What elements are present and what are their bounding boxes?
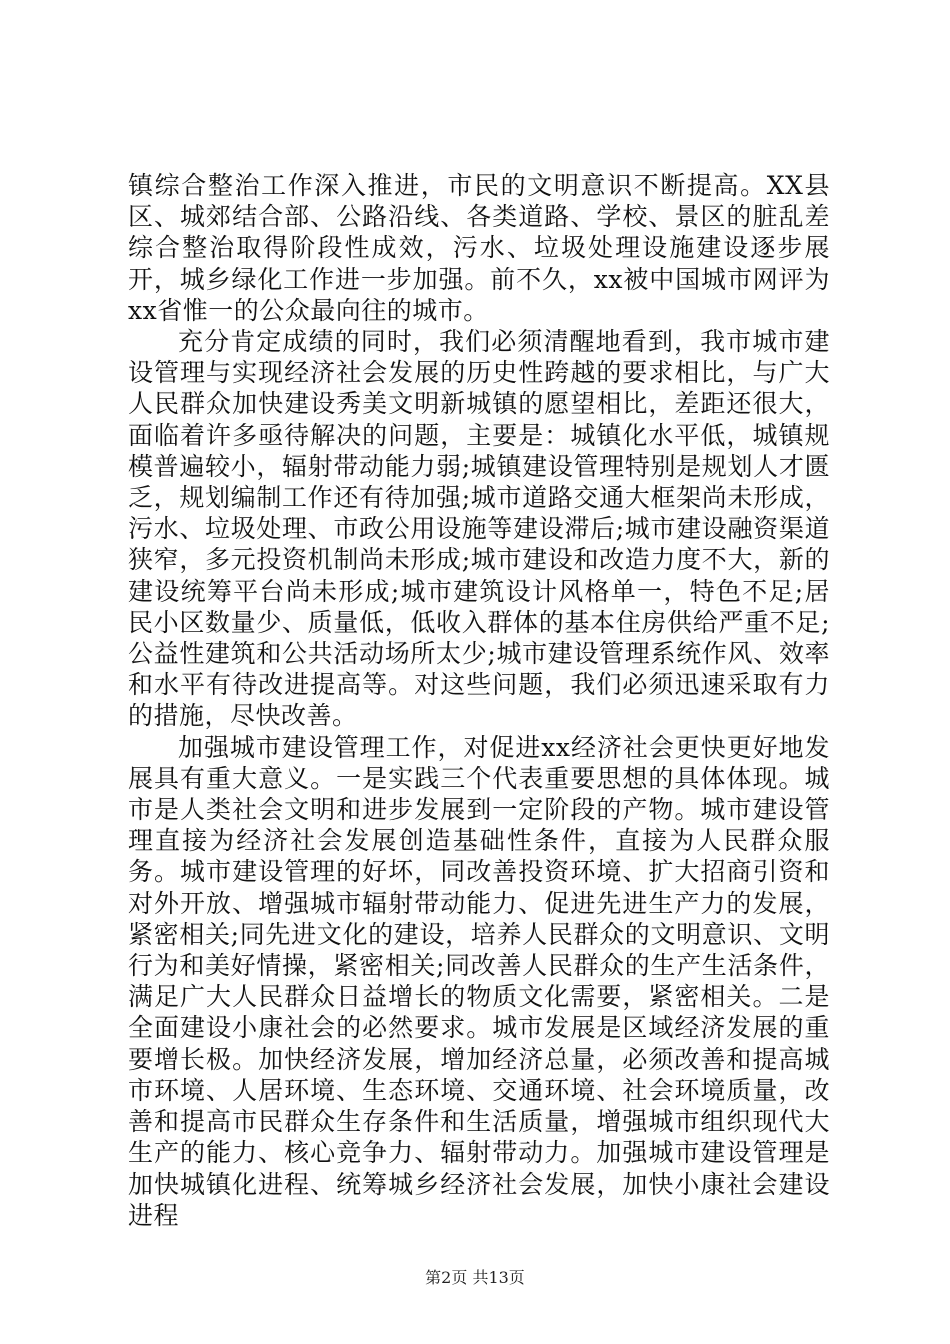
paragraph-3: 加强城市建设管理工作，对促进xx经济社会更快更好地发展具有重大意义。一是实践三个代表重要思想的具体体现。城市是人类社会文明和进步发展到一定阶段的产物。城市建设管理直接为经济社会发展创造基础性条件，直接为人民群众服务。城市建设管理的好坏，同改善投资环境、扩大招商引资和对外开放、增强城市辐射带动能力、促进先进生产力的发展，紧密相关;同先进文化的建设，培养人民群众的文明意识、文明行为和美好情操，紧密相关;同改善人民群众的生产生活条件，满足广大人民群众日益增长的物质文化需要，紧密相关。二是全面建设小康社会的必然要求。城市发展是区域经济发展的重要增长极。加快经济发展，增加经济总量，必须改善和提高城市环境、人居环境、生态环境、交通环境、社会环境质量，改善和提高市民群众生存条件和生活质量，增强城市组织现代大生产的能力、核心竞争力、辐射带动力。加强城市建设管理是加快城镇化进程、统筹城乡经济社会发展，加快小康社会建设进程 — [128, 732, 830, 1230]
page-number-footer: 第2页 共13页 — [425, 1268, 525, 1287]
document-body — [128, 170, 830, 1231]
paragraph-2: 充分肯定成绩的同时，我们必须清醒地看到，我市城市建设管理与实现经济社会发展的历史性跨越的要求相比，与广大人民群众加快建设秀美文明新城镇的愿望相比，差距还很大，面临着许多亟待解决的问题，主要是：城镇化水平低，城镇规模普遍较小，辐射带动能力弱;城镇建设管理特别是规划人才匮乏，规划编制工作还有待加强;城市道路交通大框架尚未形成，污水、垃圾处理、市政公用设施等建设滞后;城市建设融资渠道狭窄，多元投资机制尚未形成;城市建设和改造力度不大，新的建设统筹平台尚未形成;城市建筑设计风格单一，特色不足;居民小区数量少、质量低，低收入群体的基本住房供给严重不足;公益性建筑和公共活动场所太少;城市建设管理系统作风、效率和水平有待改进提高等。对这些问题，我们必须迅速采取有力的措施，尽快改善。 — [128, 327, 830, 731]
paragraph-1: 镇综合整治工作深入推进，市民的文明意识不断提高。XX县区、城郊结合部、公路沿线、各类道路、学校、景区的脏乱差综合整治取得阶段性成效，污水、垃圾处理设施建设逐步展开，城乡绿化工作进一步加强。前不久，xx被中国城市网评为xx省惟一的公众最向往的城市。 — [128, 171, 830, 325]
